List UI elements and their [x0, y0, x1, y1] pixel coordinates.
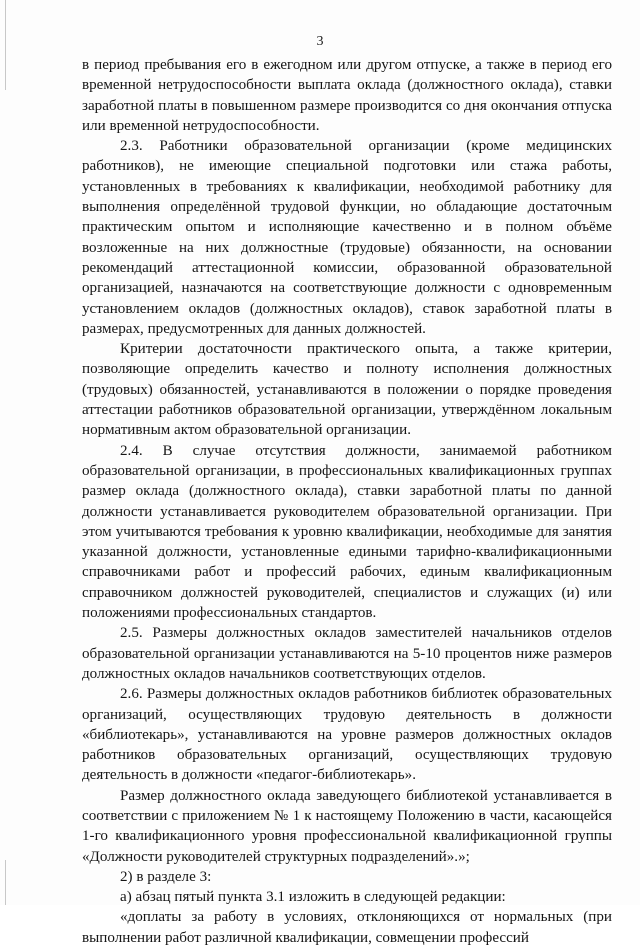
- paragraph: «доплаты за работу в условиях, отклоняющихся от нормальных (при выполнении работ различной квалификации, совмещении профессий: [82, 909, 612, 946]
- paragraph: 2.5. Размеры должностных окладов заместителей начальников отделов образовательной организации устанавливаются на 5-10 процентов ниже размеров должностных окладов начальников соответствующих отделов.: [82, 625, 612, 682]
- paragraph: 2) в разделе 3:: [120, 868, 212, 885]
- paragraph: Критерии достаточности практического опыта, а также критерии, позволяющие определить качество и полноту исполнения должностных (трудовых) обязанностей, устанавливаются в положении о порядке проведения аттестации работников образовательной организации, утверждённом локальным нормативным актом образовательной организации.: [82, 341, 612, 439]
- paragraph: в период пребывания его в ежегодном или другом отпуске, а также в период его временной нетрудоспособности выплата оклада (должностного оклада), ставки заработной платы в повышенном размере производится со дня окончания отпуска или временной нетрудоспособности.: [82, 57, 612, 134]
- paragraph: а) абзац пятый пункта 3.1 изложить в следующей редакции:: [120, 889, 506, 906]
- paragraph: 2.3. Работники образовательной организации (кроме медицинских работников), не имеющие специальной подготовки или стажа работы, установленных в требованиях к квалификации, необходимой работнику для выполнения определённой трудовой функции, но обладающие достаточным практическим опытом и исполняющие качественно и в полном объёме возложенные на них должностные (трудовые) обязанности, на основании рекомендаций аттестационной комиссии, образованной образовательной организацией, назначаются на соответствующие должности с одновременным установлением окладов (должностных окладов), ставок заработной платы в размерах, предусмотренных для данных должностей.: [82, 138, 612, 337]
- paragraph: Размер должностного оклада заведующего библиотекой устанавливается в соответствии с приложением № 1 к настоящему Положению в части, касающейся 1-го квалификационного уровня профессиональной квалификационной группы «Должности руководителей структурных подразделений».»;: [82, 787, 612, 865]
- page-number: 3: [316, 34, 324, 49]
- document-body: [82, 55, 612, 948]
- scan-edge-mark: [5, 860, 6, 905]
- paragraph: 2.6. Размеры должностных окладов работников библиотек образовательных организаций, осуществляющих трудовую деятельность в должности «библиотекарь», устанавливаются на уровне размеров должностных окладов работников образовательных организаций, осуществляющих трудовую деятельность в должности «педагог-библиотекарь».: [82, 686, 612, 784]
- paragraph: 2.4. В случае отсутствия должности, занимаемой работником образовательной организации, в профессиональных квалификационных группах размер оклада (должностного оклада), ставки заработной платы по данной должности устанавливается руководителем образовательной организации. При этом учитываются требования к уровню квалификации, необходимые для занятия указанной должности, установленные едиными тарифно-квалификационными справочниками работ и профессий рабочих, единым квалификационным справочником должностей руководителей, специалистов и служащих (и) или положениями профессиональных стандартов.: [82, 442, 612, 622]
